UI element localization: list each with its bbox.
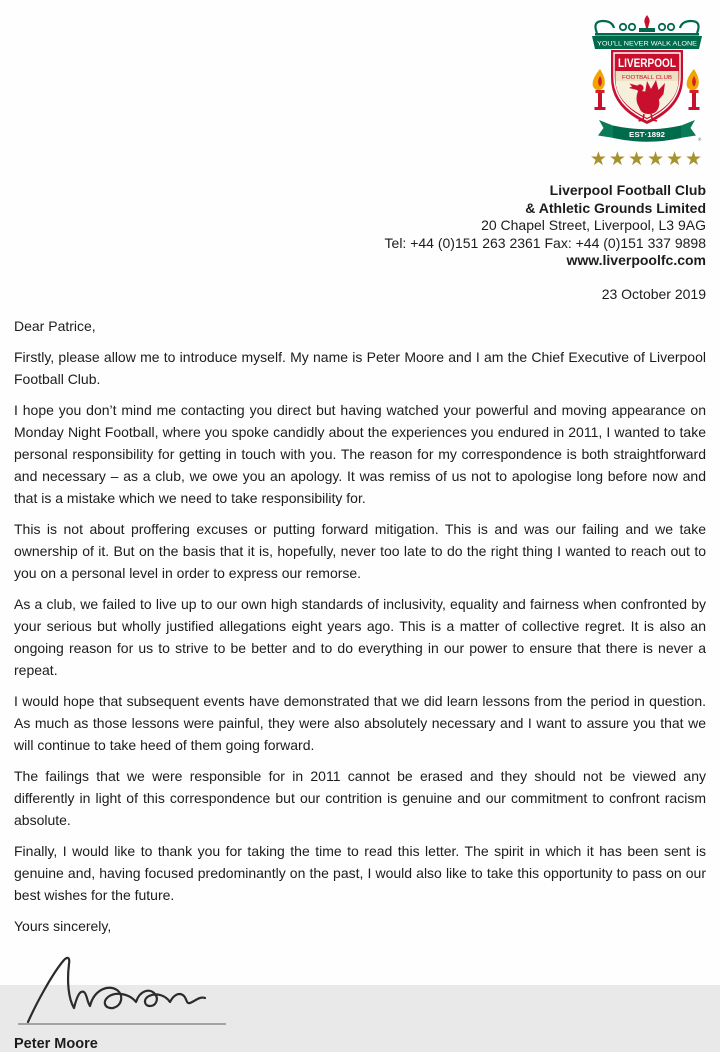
- letter-paragraph: I hope you don’t mind me contacting you direct but having watched your powerful and moving appearance on Monday Night Football, where you spoke candidly about the experiences you endured in 2011, I wanted to take personal responsibility for getting in touch with you. The reason for my correspondence is both straightforward and necessary – as a club, we owe you an apology. It was remiss of us not to apologise long before now and that is a mistake which we need to take responsibility for.: [14, 401, 706, 506]
- phone-fax-line: Tel: +44 (0)151 263 2361 Fax: +44 (0)151 337 9898: [384, 234, 706, 251]
- letterhead: [586, 14, 708, 172]
- org-name-line1: Liverpool Football Club: [549, 182, 706, 198]
- salutation: Dear Patrice,: [14, 317, 96, 334]
- signature-block: [0, 946, 720, 1052]
- letter-paragraph: The failings that we were responsible for in 2011 cannot be erased and they should not be viewed any differently in light of this correspondence but our contrition is genuine and our commitment to confront racism absolute.: [14, 767, 706, 828]
- shield-title-text: LIVERPOOL: [618, 56, 676, 70]
- letter-date: 23 October 2019: [601, 285, 706, 302]
- signature-stroke: [28, 957, 205, 1021]
- letter-paragraph: Firstly, please allow me to introduce myself. My name is Peter Moore and I am the Chief Executive of Liverpool Football Club.: [14, 348, 706, 387]
- crest-shield: [611, 50, 683, 124]
- eternal-flame-right-icon: [687, 69, 700, 110]
- signatory-name: Peter Moore: [14, 1035, 98, 1052]
- signature-image: [14, 946, 240, 1028]
- website-url: www.liverpoolfc.com: [566, 252, 706, 268]
- letter-paragraph: I would hope that subsequent events have demonstrated that we did learn lessons from the period in question. As much as those lessons were painful, they were also absolutely necessary and I want to assure you that we will continue to take heed of them going forward.: [14, 692, 706, 753]
- six-stars-icon: ★★★★★★: [589, 149, 705, 170]
- closing: Yours sincerely,: [14, 917, 112, 934]
- letter-paragraph: This is not about proffering excuses or putting forward mitigation. This is and was our failing and we take ownership of it. But on the basis that it is, hopefully, never too late to do the right thing I wanted to reach out to you on a personal level in order to express our remorse.: [14, 520, 706, 581]
- ynwa-banner: [592, 36, 702, 49]
- shankly-gates-icon: [595, 15, 699, 36]
- est-1892-ribbon: [598, 120, 702, 142]
- street-address: 20 Chapel Street, Liverpool, L3 9AG: [481, 217, 706, 233]
- letter-body: [0, 315, 720, 937]
- ynwa-banner-text: YOU'LL NEVER WALK ALONE: [597, 40, 697, 48]
- registered-mark: ®: [698, 137, 702, 142]
- address-block: [0, 182, 720, 270]
- letter-paragraph: As a club, we failed to live up to our own high standards of inclusivity, equality and fairness when confronted by your serious but wholly justified allegations eight years ago. This is a matter of collective regret. It is also an ongoing reason for us to strive to be better and to do everything in our power to ensure that there is never a repeat.: [14, 595, 706, 678]
- letter-paragraph: Finally, I would like to thank you for taking the time to read this letter. The spirit in which it has been sent is genuine and, having focused predominantly on the past, I would also like to take this opportunity to pass on our best wishes for the future.: [14, 842, 706, 903]
- ribbon-text: EST·1892: [629, 132, 666, 139]
- shield-subtitle-text: FOOTBALL CLUB: [622, 74, 673, 81]
- eternal-flame-left-icon: [593, 69, 606, 110]
- org-name-line2: & Athletic Grounds Limited: [525, 199, 706, 216]
- liverpool-crest-icon: [586, 14, 708, 148]
